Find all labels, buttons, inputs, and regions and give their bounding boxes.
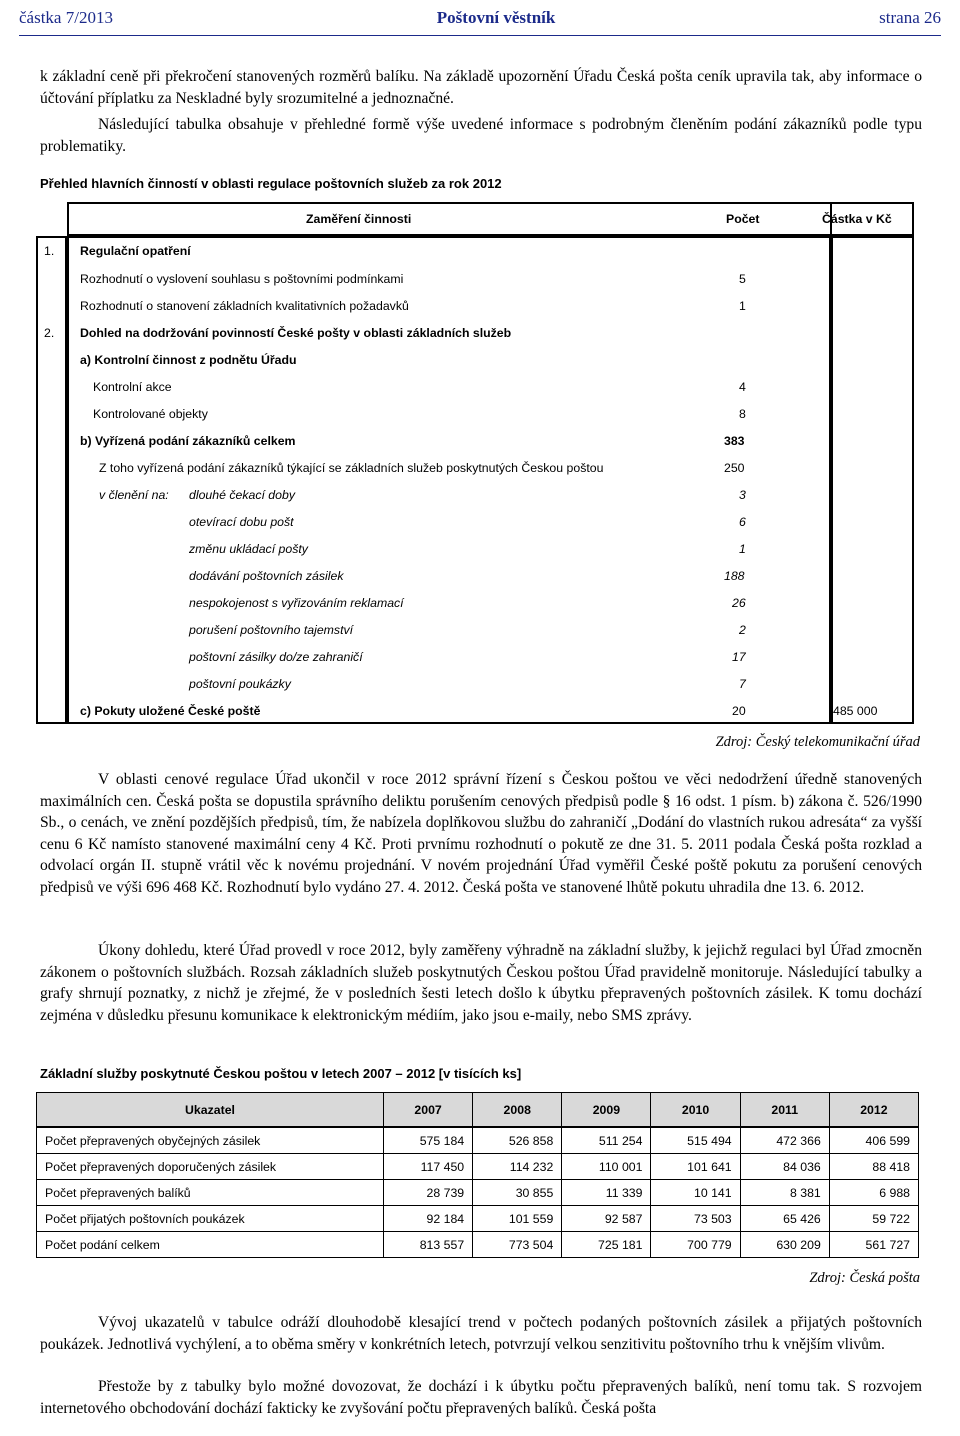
row-label: Počet podání celkem: [37, 1232, 384, 1258]
row-label: Počet přepravených obyčejných zásilek: [37, 1127, 384, 1154]
cell-value: 773 504: [473, 1232, 562, 1258]
subsection-a-title: a) Kontrolní činnost z podnětu Úřadu: [80, 353, 297, 367]
header-year: 2009: [562, 1093, 651, 1128]
row-label: Počet přepravených doporučených zásilek: [37, 1154, 384, 1180]
cell-value: 813 557: [384, 1232, 473, 1258]
row-label: Kontrolované objekty: [93, 407, 208, 421]
section-2-number: 2.: [44, 326, 55, 340]
cell-value: 92 184: [384, 1206, 473, 1232]
row-label: Počet přijatých poštovních poukázek: [37, 1206, 384, 1232]
body-paragraph-2-text: Úkony dohledu, které Úřad provedl v roce 2012, byly zaměřeny výhradně na základní služby, k jejichž regulaci byl Úřad zmocněn zákonem o poštovních službách. Rozsah základních služeb poskytnutých Českou poštou Úřad pravidelně monitoruje. Následující tabulky a grafy shrnují poznatky, z nichž je zřejmé, že v posledních šesti letech došlo k úbytku přepravených poštovních zásilek. K tomu dochází zejména v důsledku přesunu komunikace k elektronickým médiím, jako jsou e-maily, nebo SMS zprávy.: [40, 942, 922, 1024]
row-label: Kontrolní akce: [93, 380, 172, 394]
breakdown-item-label: dodávání poštovních zásilek: [189, 569, 344, 583]
breakdown-item-count: 26: [732, 596, 746, 610]
cell-value: 101 641: [651, 1154, 740, 1180]
body-paragraph-3: [40, 1312, 922, 1355]
breakdown-item-count: 17: [732, 650, 746, 664]
cell-value: 92 587: [562, 1206, 651, 1232]
cell-value: 725 181: [562, 1232, 651, 1258]
breakdown-item-count: 188: [724, 569, 745, 583]
section-2-title: Dohled na dodržování povinností České pošty v oblasti základních služeb: [80, 326, 512, 340]
header-indicator: Ukazatel: [37, 1093, 384, 1128]
section-1-number: 1.: [44, 244, 55, 258]
page-header: [19, 4, 941, 32]
body-paragraph-3-text: Vývoj ukazatelů v tabulce odráží dlouhodobě klesající trend v počtech podaných poštovních zásilek a přijatých poštovních poukázek. Jednotlivá vychýlení, a to oběma směry v konkrétních letech, potvrzují velkou senzitivitu poštovního trhu k vnějším vlivům.: [40, 1314, 922, 1353]
subsection-b-title: b) Vyřízená podání zákazníků celkem: [80, 434, 296, 448]
body-paragraph-4-text: Přestože by z tabulky bylo možné dovozovat, že dochází i k úbytku počtu přepravených balíků, není tomu tak. S rozvojem internetového obchodování dochází fakticky ke zvyšování počtu přepravených balíků. Česká pošta: [40, 1378, 922, 1417]
cell-value: 65 426: [740, 1206, 829, 1232]
cell-value: 6 988: [829, 1180, 918, 1206]
cell-value: 406 599: [829, 1127, 918, 1154]
breakdown-label: v členění na:: [99, 488, 169, 502]
number-column: [36, 236, 67, 724]
cell-value: 630 209: [740, 1232, 829, 1258]
section-1-title: Regulační opatření: [80, 244, 191, 258]
breakdown-item-count: 6: [739, 515, 746, 529]
services-table-source: Zdroj: Česká pošta: [809, 1270, 920, 1286]
regulation-table: [36, 202, 914, 724]
cell-value: 515 494: [651, 1127, 740, 1154]
body-paragraph-4: [40, 1376, 922, 1419]
cell-value: 73 503: [651, 1206, 740, 1232]
table-row: [37, 1154, 919, 1180]
cell-value: 30 855: [473, 1180, 562, 1206]
row-label: Počet přepravených balíků: [37, 1180, 384, 1206]
row-count: 5: [739, 272, 746, 286]
cell-value: 84 036: [740, 1154, 829, 1180]
cell-value: 561 727: [829, 1232, 918, 1258]
cell-value: 88 418: [829, 1154, 918, 1180]
cell-value: 117 450: [384, 1154, 473, 1180]
services-table: [36, 1092, 919, 1258]
header-year: 2008: [473, 1093, 562, 1128]
row-label: Rozhodnutí o stanovení základních kvalitativních požadavků: [80, 299, 409, 313]
header-count: Počet: [726, 212, 760, 226]
body-paragraph-2: [40, 940, 922, 1026]
cell-value: 700 779: [651, 1232, 740, 1258]
breakdown-item-label: změnu ukládací pošty: [189, 542, 308, 556]
breakdown-item-count: 7: [739, 677, 746, 691]
row-label: Z toho vyřízená podání zákazníků týkající se základních služeb poskytnutých Českou poštou: [99, 461, 604, 475]
header-amount: Částka v Kč: [822, 212, 892, 226]
intro-paragraph-1: k základní ceně při překročení stanovených rozměrů balíku. Na základě upozornění Úřadu Česká pošta ceník upravila tak, aby informace o účtování příplatku za Neskladné byly srozumitelné a jednoznačné.: [40, 68, 922, 107]
amount-column: [831, 236, 914, 724]
table-row: [37, 1232, 919, 1258]
breakdown-item-count: 2: [739, 623, 746, 637]
breakdown-item-label: otevírací dobu pošt: [189, 515, 294, 529]
cell-value: 59 722: [829, 1206, 918, 1232]
header-year: 2011: [740, 1093, 829, 1128]
intro-paragraph-2: [40, 114, 922, 157]
cell-value: 28 739: [384, 1180, 473, 1206]
subsection-c-amount: 485 000: [833, 704, 878, 718]
breakdown-item-count: 3: [739, 488, 746, 502]
row-label: Rozhodnutí o vyslovení souhlasu s poštovními podmínkami: [80, 272, 404, 286]
row-count: 4: [739, 380, 746, 394]
cell-value: 110 001: [562, 1154, 651, 1180]
breakdown-item-label: dlouhé čekací doby: [189, 488, 295, 502]
header-year: 2010: [651, 1093, 740, 1128]
table-row: [37, 1127, 919, 1154]
breakdown-item-label: poštovní poukázky: [189, 677, 291, 691]
services-table-caption: Základní služby poskytnuté Českou poštou v letech 2007 – 2012 [v tisících ks]: [40, 1066, 522, 1081]
header-year: 2012: [829, 1093, 918, 1128]
subsection-c-title: c) Pokuty uložené České poště: [80, 704, 261, 718]
body-paragraph-1: [40, 769, 922, 898]
breakdown-item-label: porušení poštovního tajemství: [189, 623, 354, 637]
cell-value: 8 381: [740, 1180, 829, 1206]
regulation-table-caption: Přehled hlavních činností v oblasti regulace poštovních služeb za rok 2012: [40, 176, 502, 191]
breakdown-item-label: nespokojenost s vyřizováním reklamací: [189, 596, 404, 610]
regulation-table-header: [67, 202, 914, 236]
subsection-b-count: 383: [724, 434, 745, 448]
row-count: 250: [724, 461, 745, 475]
breakdown-item-count: 1: [739, 542, 746, 556]
header-rule: [19, 35, 941, 36]
breakdown-item-label: poštovní zásilky do/ze zahraničí: [189, 650, 363, 664]
cell-value: 11 339: [562, 1180, 651, 1206]
issue-number: částka 7/2013: [19, 8, 113, 27]
cell-value: 526 858: [473, 1127, 562, 1154]
row-count: 8: [739, 407, 746, 421]
subsection-c-count: 20: [732, 704, 746, 718]
header-year: 2007: [384, 1093, 473, 1128]
cell-value: 101 559: [473, 1206, 562, 1232]
cell-value: 575 184: [384, 1127, 473, 1154]
cell-value: 511 254: [562, 1127, 651, 1154]
page-number: strana 26: [879, 8, 941, 27]
cell-value: 114 232: [473, 1154, 562, 1180]
row-count: 1: [739, 299, 746, 313]
body-paragraph-1-text: V oblasti cenové regulace Úřad ukončil v roce 2012 správní řízení s Českou poštou ve věci nedodržení úředně stanovených maximálních cen. Česká pošta se dopustila správního deliktu porušením cenových předpisů podle § 16 odst. 1 písm. b) zákona č. 526/1990 Sb., o cenách, ve znění pozdějších předpisů, tím, že nabízela doplňkovou službu do zahraničí „Dodání do vlastních rukou adresáta“ za vyšší cenu 6 Kč namísto stanovené maximální ceny 4 Kč. Proti prvnímu rozhodnutí o pokutě ze dne 31. 5. 2011 podala Česká pošta rozklad a odvolací orgán II. stupně vrátil věc k novému projednání. V novém projednání Úřad vyměřil České poště pokutu za porušení cenových předpisů ve výši 696 468 Kč. Rozhodnutí bylo vydáno 27. 4. 2012. Česká pošta ve stanovené lhůtě pokutu uhradila dne 13. 6. 2012.: [40, 771, 922, 896]
table-row: [37, 1180, 919, 1206]
header-activity: Zaměření činnosti: [306, 212, 412, 226]
services-table-header-row: [37, 1093, 919, 1128]
cell-value: 472 366: [740, 1127, 829, 1154]
cell-value: 10 141: [651, 1180, 740, 1206]
intro-paragraph-2-text: Následující tabulka obsahuje v přehledné formě výše uvedené informace s podrobným členěním podání zákazníků podle typu problematiky.: [40, 116, 922, 155]
table-row: [37, 1206, 919, 1232]
regulation-table-source: Zdroj: Český telekomunikační úřad: [715, 734, 920, 750]
journal-title: Poštovní věstník: [436, 8, 556, 27]
